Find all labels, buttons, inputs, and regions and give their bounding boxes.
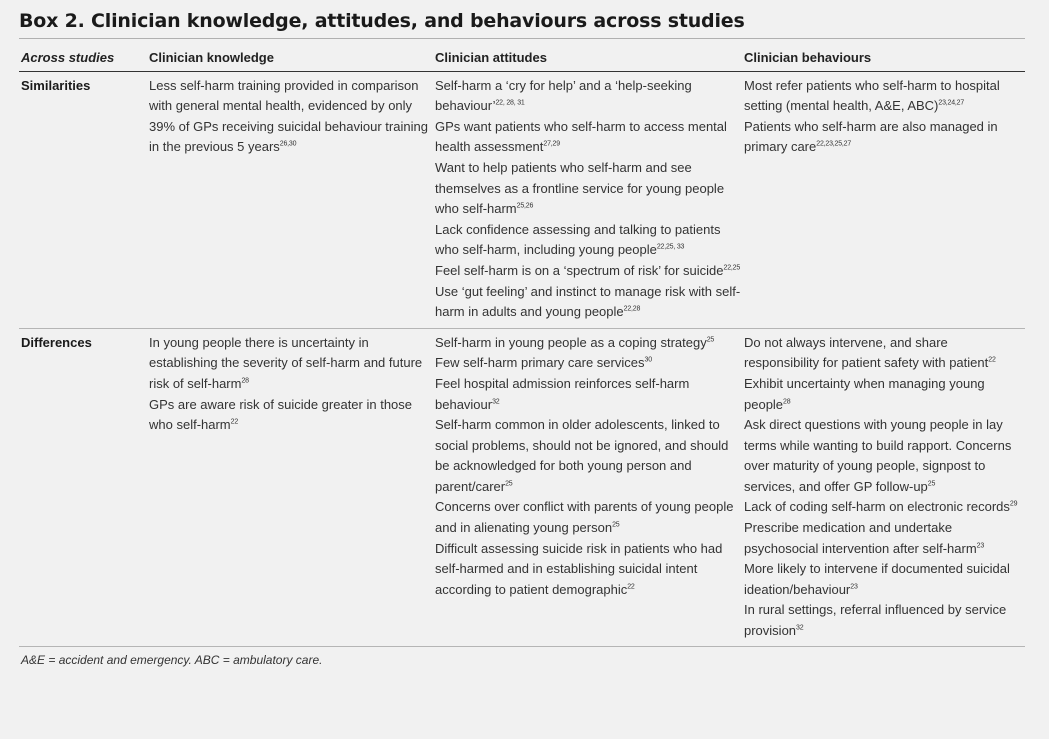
finding-text: Lack of coding self-harm on electronic records: [744, 499, 1010, 515]
cell-similarities-attitudes: [433, 71, 742, 328]
finding-item: [744, 117, 1025, 158]
reference-superscript: 32: [796, 624, 804, 632]
header-behaviours: Clinician behaviours: [742, 45, 1025, 71]
reference-superscript: 32: [492, 398, 500, 406]
finding-item: [435, 282, 742, 323]
finding-item: [435, 76, 742, 117]
reference-superscript: 25: [927, 480, 936, 488]
reference-superscript: 22: [988, 356, 996, 364]
finding-item: [744, 333, 1025, 374]
finding-item: [744, 559, 1025, 600]
finding-text: Feel self-harm is on a ‘spectrum of risk’ for suicide: [435, 262, 724, 278]
finding-item: [744, 76, 1025, 117]
cell-differences-behaviours: [742, 328, 1025, 646]
row-label-similarities: Similarities: [19, 71, 147, 328]
finding-item: [435, 539, 742, 601]
finding-text: Most refer patients who self-harm to hospital setting (mental health, A&E, ABC): [744, 77, 1000, 114]
finding-item: [744, 600, 1025, 641]
header-attitudes: Clinician attitudes: [433, 45, 742, 71]
reference-superscript: 22,25: [723, 264, 741, 272]
reference-superscript: 22,25, 33: [656, 244, 685, 252]
finding-text: In rural settings, referral influenced by service provision: [744, 602, 1007, 639]
finding-text: Feel hospital admission reinforces self-harm behaviour: [435, 375, 690, 412]
findings-table: [19, 45, 1025, 647]
finding-item: [744, 518, 1025, 559]
finding-text: Less self-harm training provided in comparison with general mental health, evidenced by only 39% of GPs receiving suicidal behaviour training in the previous 5 years: [149, 77, 428, 155]
finding-text: Self-harm a ‘cry for help’ and a ‘help-seeking behaviour’: [435, 77, 692, 114]
reference-superscript: 23,24,27: [938, 99, 965, 107]
finding-text: Self-harm in young people as a coping strategy: [435, 334, 707, 350]
cell-similarities-behaviours: [742, 71, 1025, 328]
box-title: Box 2. Clinician knowledge, attitudes, and behaviours across studies: [19, 8, 1025, 39]
finding-text: Self-harm common in older adolescents, linked to social problems, should not be ignored, and should be acknowledged for both young person and parent/carer: [435, 417, 729, 494]
cell-similarities-knowledge: [147, 71, 433, 328]
reference-superscript: 22,23,25,27: [816, 141, 852, 149]
row-similarities: [19, 71, 1025, 328]
reference-superscript: 25: [706, 336, 715, 344]
finding-item: [149, 395, 433, 436]
finding-item: [435, 415, 742, 497]
finding-text: Ask direct questions with young people in lay terms while wanting to build rapport. Concerns over maturity of young people, signpost to services, and offer GP follow-up: [744, 417, 1012, 494]
reference-superscript: 22: [230, 418, 239, 426]
finding-text: Few self-harm primary care services: [435, 355, 645, 371]
finding-text: Patients who self-harm are also managed in primary care: [744, 118, 998, 155]
finding-text: Lack confidence assessing and talking to patients who self-harm, including young people: [435, 221, 721, 258]
cell-differences-knowledge: [147, 328, 433, 646]
row-label-differences: Differences: [19, 328, 147, 646]
finding-item: [435, 261, 742, 282]
finding-item: [435, 497, 742, 538]
reference-superscript: 23: [850, 583, 858, 591]
finding-text: Difficult assessing suicide risk in patients who had self-harmed and in establishing suicidal intent according to patient demographic: [435, 540, 723, 597]
reference-superscript: 28: [241, 377, 249, 385]
reference-superscript: 22: [627, 583, 635, 591]
finding-text: Prescribe medication and undertake psychosocial intervention after self-harm: [744, 520, 977, 556]
finding-item: [744, 374, 1025, 415]
finding-item: [435, 374, 742, 415]
finding-text: Use ‘gut feeling’ and instinct to manage risk with self-harm in adults and young people: [435, 283, 741, 320]
finding-item: [435, 353, 742, 374]
reference-superscript: 28: [783, 398, 791, 406]
reference-superscript: 25: [612, 521, 620, 529]
reference-superscript: 26,30: [279, 141, 297, 149]
header-row: [19, 45, 1025, 71]
finding-item: [744, 497, 1025, 518]
reference-superscript: 22,28: [623, 305, 641, 313]
finding-text: Do not always intervene, and share responsibility for patient safety with patient: [744, 334, 989, 371]
finding-item: [435, 333, 742, 354]
cell-differences-attitudes: [433, 328, 742, 646]
header-knowledge: Clinician knowledge: [147, 45, 433, 71]
reference-superscript: 25,26: [516, 202, 534, 210]
reference-superscript: 22, 28, 31: [495, 99, 525, 107]
finding-text: In young people there is uncertainty in establishing the severity of self-harm and future risk of self-harm: [149, 334, 423, 391]
finding-text: More likely to intervene if documented suicidal ideation/behaviour: [744, 561, 1010, 597]
reference-superscript: 25: [505, 480, 513, 488]
finding-text: Concerns over conflict with parents of young people and in alienating young person: [435, 499, 734, 536]
finding-item: [149, 76, 433, 158]
row-differences: [19, 328, 1025, 646]
header-across-studies: Across studies: [19, 45, 147, 71]
table-footnote: A&E = accident and emergency. ABC = ambulatory care.: [21, 652, 323, 667]
finding-text: Exhibit uncertainty when managing young people: [744, 375, 985, 412]
finding-item: [435, 158, 742, 220]
finding-text: GPs are aware risk of suicide greater in those who self-harm: [149, 396, 413, 433]
reference-superscript: 23: [976, 542, 985, 550]
finding-item: [435, 220, 742, 261]
reference-superscript: 27,29: [543, 141, 560, 149]
finding-item: [744, 415, 1025, 497]
reference-superscript: 29: [1009, 501, 1018, 509]
finding-text: Want to help patients who self-harm and see themselves as a frontline service for young people who self-harm: [435, 159, 725, 217]
finding-item: [435, 117, 742, 158]
reference-superscript: 30: [644, 356, 652, 364]
finding-item: [149, 333, 433, 395]
finding-text: GPs want patients who self-harm to access mental health assessment: [435, 118, 727, 155]
